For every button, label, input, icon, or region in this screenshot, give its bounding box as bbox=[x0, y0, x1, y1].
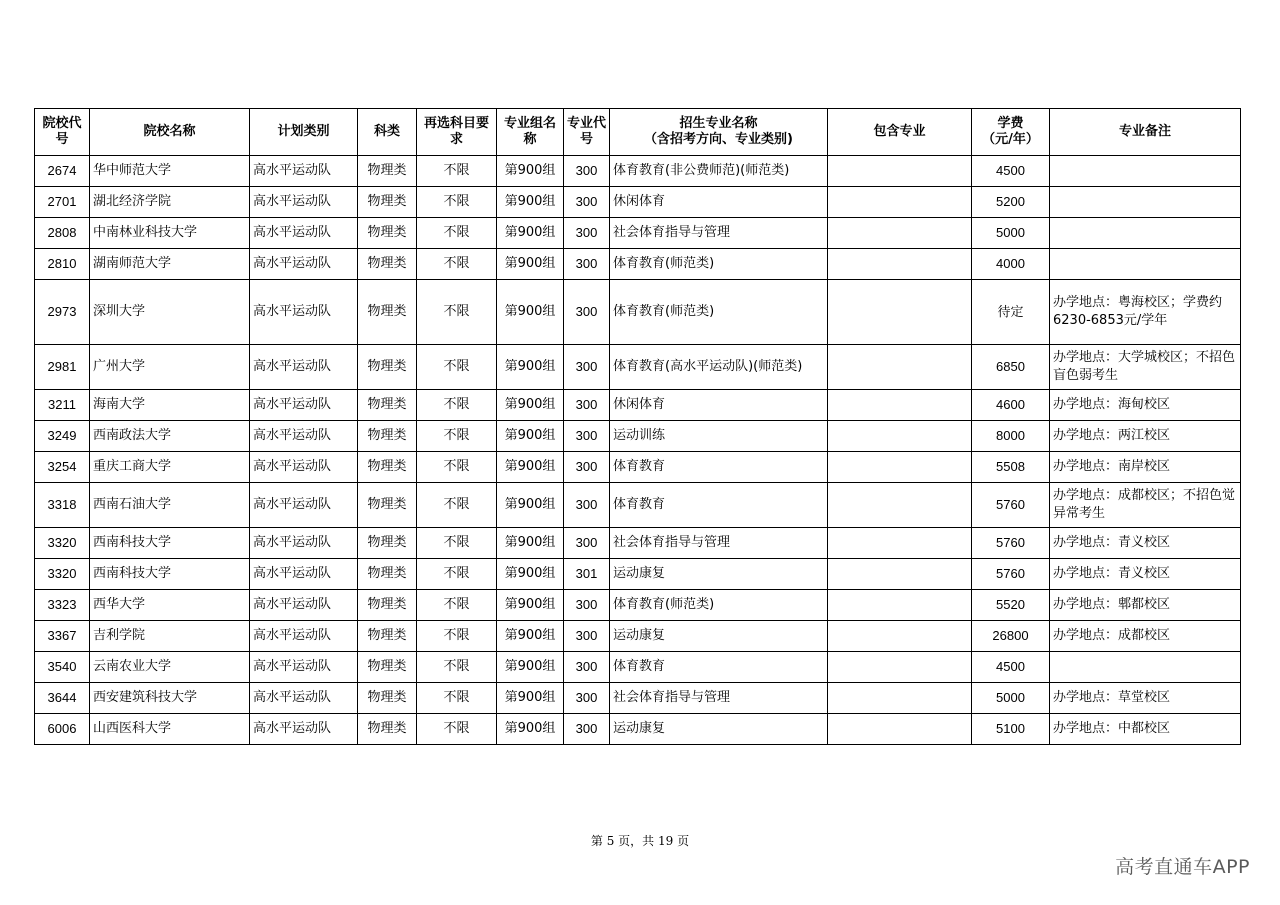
cell-school-name: 湖北经济学院 bbox=[90, 187, 250, 218]
cell-group-name: 第900组 bbox=[497, 452, 564, 483]
table-row bbox=[35, 187, 1241, 218]
header-major-code: 专业代号 bbox=[564, 109, 610, 156]
cell-tuition: 4000 bbox=[972, 249, 1050, 280]
cell-major-name: 运动康复 bbox=[610, 559, 828, 590]
cell-group-name: 第900组 bbox=[497, 621, 564, 652]
table-body bbox=[35, 156, 1241, 745]
cell-school-name: 吉利学院 bbox=[90, 621, 250, 652]
cell-tuition: 26800 bbox=[972, 621, 1050, 652]
cell-reselect: 不限 bbox=[417, 452, 497, 483]
cell-included bbox=[828, 652, 972, 683]
cell-school-code: 2808 bbox=[35, 218, 90, 249]
cell-plan-type: 高水平运动队 bbox=[250, 714, 358, 745]
cell-school-code: 3254 bbox=[35, 452, 90, 483]
header-subject: 科类 bbox=[358, 109, 417, 156]
cell-remark: 办学地点：大学城校区；不招色盲色弱考生 bbox=[1050, 345, 1241, 390]
cell-group-name: 第900组 bbox=[497, 559, 564, 590]
cell-group-name: 第900组 bbox=[497, 483, 564, 528]
cell-school-name: 西华大学 bbox=[90, 590, 250, 621]
cell-included bbox=[828, 621, 972, 652]
cell-included bbox=[828, 249, 972, 280]
table-row bbox=[35, 218, 1241, 249]
cell-school-name: 中南林业科技大学 bbox=[90, 218, 250, 249]
header-school-name: 院校名称 bbox=[90, 109, 250, 156]
cell-major-code: 301 bbox=[564, 559, 610, 590]
cell-major-code: 300 bbox=[564, 652, 610, 683]
cell-reselect: 不限 bbox=[417, 528, 497, 559]
cell-reselect: 不限 bbox=[417, 421, 497, 452]
cell-included bbox=[828, 452, 972, 483]
cell-major-code: 300 bbox=[564, 218, 610, 249]
cell-group-name: 第900组 bbox=[497, 714, 564, 745]
cell-tuition: 4500 bbox=[972, 156, 1050, 187]
cell-plan-type: 高水平运动队 bbox=[250, 452, 358, 483]
cell-major-name: 体育教育 bbox=[610, 483, 828, 528]
cell-plan-type: 高水平运动队 bbox=[250, 559, 358, 590]
cell-major-name: 休闲体育 bbox=[610, 187, 828, 218]
cell-reselect: 不限 bbox=[417, 390, 497, 421]
cell-tuition: 5508 bbox=[972, 452, 1050, 483]
table-row bbox=[35, 528, 1241, 559]
cell-remark: 办学地点：南岸校区 bbox=[1050, 452, 1241, 483]
cell-plan-type: 高水平运动队 bbox=[250, 483, 358, 528]
cell-major-name: 体育教育 bbox=[610, 452, 828, 483]
cell-subject: 物理类 bbox=[358, 345, 417, 390]
cell-school-code: 2674 bbox=[35, 156, 90, 187]
cell-tuition: 待定 bbox=[972, 280, 1050, 345]
cell-major-name: 体育教育(非公费师范)(师范类) bbox=[610, 156, 828, 187]
header-reselect: 再选科目要求 bbox=[417, 109, 497, 156]
cell-major-code: 300 bbox=[564, 683, 610, 714]
cell-remark bbox=[1050, 156, 1241, 187]
cell-reselect: 不限 bbox=[417, 559, 497, 590]
cell-group-name: 第900组 bbox=[497, 345, 564, 390]
cell-major-name: 体育教育(高水平运动队)(师范类) bbox=[610, 345, 828, 390]
cell-school-name: 湖南师范大学 bbox=[90, 249, 250, 280]
cell-major-name: 运动康复 bbox=[610, 714, 828, 745]
cell-plan-type: 高水平运动队 bbox=[250, 590, 358, 621]
cell-group-name: 第900组 bbox=[497, 187, 564, 218]
cell-major-code: 300 bbox=[564, 280, 610, 345]
header-school-code: 院校代号 bbox=[35, 109, 90, 156]
cell-plan-type: 高水平运动队 bbox=[250, 390, 358, 421]
cell-reselect: 不限 bbox=[417, 218, 497, 249]
cell-major-name: 社会体育指导与管理 bbox=[610, 218, 828, 249]
admissions-table bbox=[34, 108, 1241, 745]
cell-group-name: 第900组 bbox=[497, 528, 564, 559]
cell-remark: 办学地点：成都校区；不招色觉异常考生 bbox=[1050, 483, 1241, 528]
cell-included bbox=[828, 280, 972, 345]
cell-school-code: 3320 bbox=[35, 528, 90, 559]
cell-remark: 办学地点：海甸校区 bbox=[1050, 390, 1241, 421]
cell-reselect: 不限 bbox=[417, 483, 497, 528]
cell-major-name: 体育教育(师范类) bbox=[610, 249, 828, 280]
cell-group-name: 第900组 bbox=[497, 421, 564, 452]
header-included: 包含专业 bbox=[828, 109, 972, 156]
table-row bbox=[35, 590, 1241, 621]
table-row bbox=[35, 345, 1241, 390]
cell-plan-type: 高水平运动队 bbox=[250, 652, 358, 683]
cell-reselect: 不限 bbox=[417, 590, 497, 621]
cell-remark bbox=[1050, 218, 1241, 249]
cell-subject: 物理类 bbox=[358, 714, 417, 745]
cell-subject: 物理类 bbox=[358, 483, 417, 528]
cell-included bbox=[828, 590, 972, 621]
cell-subject: 物理类 bbox=[358, 249, 417, 280]
header-row bbox=[35, 109, 1241, 156]
cell-subject: 物理类 bbox=[358, 683, 417, 714]
cell-major-name: 体育教育(师范类) bbox=[610, 590, 828, 621]
cell-school-name: 海南大学 bbox=[90, 390, 250, 421]
cell-plan-type: 高水平运动队 bbox=[250, 280, 358, 345]
cell-included bbox=[828, 714, 972, 745]
cell-remark bbox=[1050, 652, 1241, 683]
cell-subject: 物理类 bbox=[358, 421, 417, 452]
cell-group-name: 第900组 bbox=[497, 249, 564, 280]
header-tuition-line1: 学费 bbox=[997, 116, 1024, 131]
cell-school-name: 华中师范大学 bbox=[90, 156, 250, 187]
cell-remark: 办学地点：成都校区 bbox=[1050, 621, 1241, 652]
cell-tuition: 5520 bbox=[972, 590, 1050, 621]
cell-included bbox=[828, 187, 972, 218]
cell-major-code: 300 bbox=[564, 483, 610, 528]
cell-tuition: 5000 bbox=[972, 683, 1050, 714]
cell-major-code: 300 bbox=[564, 249, 610, 280]
cell-major-code: 300 bbox=[564, 421, 610, 452]
cell-major-code: 300 bbox=[564, 390, 610, 421]
table-row bbox=[35, 559, 1241, 590]
cell-reselect: 不限 bbox=[417, 621, 497, 652]
cell-school-code: 2701 bbox=[35, 187, 90, 218]
cell-tuition: 6850 bbox=[972, 345, 1050, 390]
cell-subject: 物理类 bbox=[358, 280, 417, 345]
cell-school-code: 3211 bbox=[35, 390, 90, 421]
header-tuition bbox=[972, 109, 1050, 156]
cell-group-name: 第900组 bbox=[497, 280, 564, 345]
cell-included bbox=[828, 218, 972, 249]
cell-reselect: 不限 bbox=[417, 683, 497, 714]
cell-remark: 办学地点：青义校区 bbox=[1050, 559, 1241, 590]
cell-group-name: 第900组 bbox=[497, 156, 564, 187]
cell-major-code: 300 bbox=[564, 345, 610, 390]
cell-school-name: 深圳大学 bbox=[90, 280, 250, 345]
cell-major-code: 300 bbox=[564, 590, 610, 621]
cell-reselect: 不限 bbox=[417, 652, 497, 683]
cell-remark: 办学地点：中都校区 bbox=[1050, 714, 1241, 745]
cell-remark bbox=[1050, 187, 1241, 218]
cell-reselect: 不限 bbox=[417, 156, 497, 187]
cell-school-code: 2973 bbox=[35, 280, 90, 345]
cell-tuition: 8000 bbox=[972, 421, 1050, 452]
page-footer: 第 5 页，共 19 页 bbox=[590, 834, 690, 848]
cell-plan-type: 高水平运动队 bbox=[250, 187, 358, 218]
cell-included bbox=[828, 345, 972, 390]
cell-school-name: 西安建筑科技大学 bbox=[90, 683, 250, 714]
cell-major-code: 300 bbox=[564, 156, 610, 187]
cell-major-name: 休闲体育 bbox=[610, 390, 828, 421]
cell-major-name: 体育教育 bbox=[610, 652, 828, 683]
cell-major-code: 300 bbox=[564, 452, 610, 483]
cell-included bbox=[828, 390, 972, 421]
table-row bbox=[35, 452, 1241, 483]
table-row bbox=[35, 280, 1241, 345]
cell-school-code: 3323 bbox=[35, 590, 90, 621]
cell-school-name: 西南科技大学 bbox=[90, 528, 250, 559]
cell-subject: 物理类 bbox=[358, 390, 417, 421]
header-major-name-line1: 招生专业名称 bbox=[679, 116, 758, 131]
cell-group-name: 第900组 bbox=[497, 683, 564, 714]
cell-reselect: 不限 bbox=[417, 187, 497, 218]
cell-remark bbox=[1050, 249, 1241, 280]
table-row bbox=[35, 421, 1241, 452]
cell-tuition: 5760 bbox=[972, 528, 1050, 559]
cell-tuition: 5760 bbox=[972, 559, 1050, 590]
cell-major-code: 300 bbox=[564, 528, 610, 559]
cell-major-code: 300 bbox=[564, 187, 610, 218]
cell-major-name: 社会体育指导与管理 bbox=[610, 528, 828, 559]
cell-remark: 办学地点：郫都校区 bbox=[1050, 590, 1241, 621]
cell-school-code: 3249 bbox=[35, 421, 90, 452]
header-major-name-line2: （含招考方向、专业类别) bbox=[644, 132, 793, 147]
cell-remark: 办学地点：两江校区 bbox=[1050, 421, 1241, 452]
header-tuition-line2: （元/年） bbox=[982, 132, 1039, 147]
cell-school-name: 山西医科大学 bbox=[90, 714, 250, 745]
cell-included bbox=[828, 683, 972, 714]
cell-included bbox=[828, 528, 972, 559]
table-row bbox=[35, 683, 1241, 714]
header-major-name bbox=[610, 109, 828, 156]
cell-major-name: 社会体育指导与管理 bbox=[610, 683, 828, 714]
cell-reselect: 不限 bbox=[417, 345, 497, 390]
cell-school-name: 西南石油大学 bbox=[90, 483, 250, 528]
cell-tuition: 5200 bbox=[972, 187, 1050, 218]
cell-plan-type: 高水平运动队 bbox=[250, 683, 358, 714]
cell-school-name: 重庆工商大学 bbox=[90, 452, 250, 483]
cell-tuition: 4500 bbox=[972, 652, 1050, 683]
cell-reselect: 不限 bbox=[417, 714, 497, 745]
cell-remark: 办学地点：青义校区 bbox=[1050, 528, 1241, 559]
cell-remark: 办学地点：草堂校区 bbox=[1050, 683, 1241, 714]
cell-subject: 物理类 bbox=[358, 218, 417, 249]
cell-reselect: 不限 bbox=[417, 280, 497, 345]
cell-subject: 物理类 bbox=[358, 590, 417, 621]
table-row bbox=[35, 390, 1241, 421]
cell-school-code: 6006 bbox=[35, 714, 90, 745]
cell-tuition: 5760 bbox=[972, 483, 1050, 528]
cell-subject: 物理类 bbox=[358, 452, 417, 483]
cell-school-name: 云南农业大学 bbox=[90, 652, 250, 683]
cell-school-code: 3318 bbox=[35, 483, 90, 528]
cell-included bbox=[828, 421, 972, 452]
cell-major-name: 运动训练 bbox=[610, 421, 828, 452]
cell-school-code: 3320 bbox=[35, 559, 90, 590]
cell-tuition: 5100 bbox=[972, 714, 1050, 745]
cell-included bbox=[828, 156, 972, 187]
cell-school-code: 3644 bbox=[35, 683, 90, 714]
cell-subject: 物理类 bbox=[358, 528, 417, 559]
cell-plan-type: 高水平运动队 bbox=[250, 528, 358, 559]
cell-included bbox=[828, 559, 972, 590]
cell-plan-type: 高水平运动队 bbox=[250, 421, 358, 452]
cell-remark: 办学地点：粤海校区；学费约6230-6853元/学年 bbox=[1050, 280, 1241, 345]
cell-school-name: 广州大学 bbox=[90, 345, 250, 390]
cell-included bbox=[828, 483, 972, 528]
cell-tuition: 4600 bbox=[972, 390, 1050, 421]
table-row bbox=[35, 156, 1241, 187]
cell-school-code: 3540 bbox=[35, 652, 90, 683]
cell-school-code: 2981 bbox=[35, 345, 90, 390]
cell-subject: 物理类 bbox=[358, 559, 417, 590]
cell-plan-type: 高水平运动队 bbox=[250, 345, 358, 390]
table-row bbox=[35, 714, 1241, 745]
header-group-name: 专业组名称 bbox=[497, 109, 564, 156]
cell-tuition: 5000 bbox=[972, 218, 1050, 249]
cell-plan-type: 高水平运动队 bbox=[250, 621, 358, 652]
watermark: 高考直通车APP bbox=[1115, 856, 1250, 878]
cell-school-name: 西南科技大学 bbox=[90, 559, 250, 590]
table-row bbox=[35, 621, 1241, 652]
cell-group-name: 第900组 bbox=[497, 590, 564, 621]
cell-group-name: 第900组 bbox=[497, 652, 564, 683]
cell-school-code: 2810 bbox=[35, 249, 90, 280]
cell-major-name: 运动康复 bbox=[610, 621, 828, 652]
cell-group-name: 第900组 bbox=[497, 390, 564, 421]
cell-major-code: 300 bbox=[564, 714, 610, 745]
cell-major-code: 300 bbox=[564, 621, 610, 652]
cell-major-name: 体育教育(师范类) bbox=[610, 280, 828, 345]
cell-subject: 物理类 bbox=[358, 652, 417, 683]
cell-plan-type: 高水平运动队 bbox=[250, 156, 358, 187]
cell-plan-type: 高水平运动队 bbox=[250, 218, 358, 249]
cell-school-code: 3367 bbox=[35, 621, 90, 652]
cell-subject: 物理类 bbox=[358, 156, 417, 187]
header-remark: 专业备注 bbox=[1050, 109, 1241, 156]
cell-subject: 物理类 bbox=[358, 187, 417, 218]
header-plan-type: 计划类别 bbox=[250, 109, 358, 156]
cell-reselect: 不限 bbox=[417, 249, 497, 280]
cell-plan-type: 高水平运动队 bbox=[250, 249, 358, 280]
cell-group-name: 第900组 bbox=[497, 218, 564, 249]
table-row bbox=[35, 249, 1241, 280]
table-row bbox=[35, 483, 1241, 528]
table-row bbox=[35, 652, 1241, 683]
cell-subject: 物理类 bbox=[358, 621, 417, 652]
cell-school-name: 西南政法大学 bbox=[90, 421, 250, 452]
